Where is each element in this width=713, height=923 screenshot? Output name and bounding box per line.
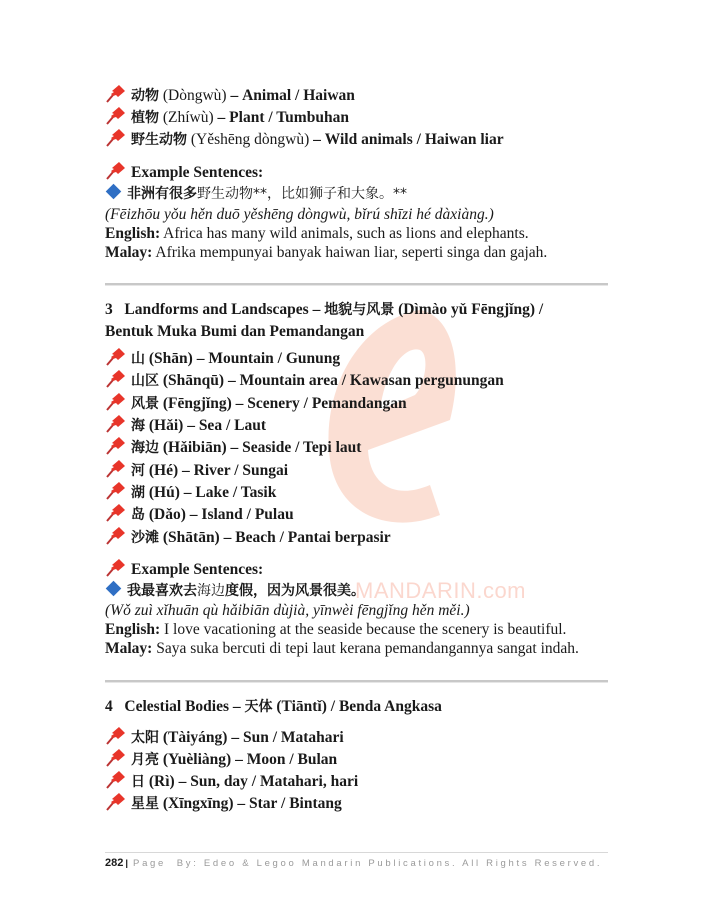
pushpin-icon	[105, 727, 125, 745]
pushpin-icon	[105, 527, 125, 545]
watermark-text: MANDARIN.com	[355, 578, 527, 603]
example-heading: Example Sentences:	[105, 559, 263, 581]
example-pinyin: (Wǒ zuì xǐhuān qù hǎibiān dùjià, yīnwèi fēngjǐng hěn měi.)	[105, 602, 470, 619]
vocab-item: 野生动物 (Yěshēng dòngwù) – Wild animals / Haiwan liar	[105, 129, 504, 151]
vocab-item: 星星 (Xīngxīng) – Star / Bintang	[105, 793, 342, 815]
page-label: Page	[133, 858, 167, 869]
footer-rule	[105, 852, 608, 853]
section-divider	[105, 283, 608, 285]
section-divider	[105, 680, 608, 682]
example-chinese: 我最喜欢去海边度假，因为风景很美。	[105, 580, 365, 602]
example-english: English: Africa has many wild animals, such as lions and elephants.	[105, 225, 529, 242]
vocab-item: 风景 (Fēngjǐng) – Scenery / Pemandangan	[105, 393, 407, 415]
example-chinese: 非洲有很多野生动物**，比如狮子和大象。**	[105, 183, 407, 205]
pushpin-icon	[105, 415, 125, 433]
vocab-item: 太阳 (Tàiyáng) – Sun / Matahari	[105, 727, 344, 749]
page-footer	[105, 857, 602, 869]
section-heading-celestial: 4 Celestial Bodies – 天体 (Tiāntǐ) / Benda Angkasa	[105, 698, 442, 715]
vocab-item: 山 (Shān) – Mountain / Gunung	[105, 348, 340, 370]
pushpin-icon	[105, 559, 125, 577]
vocab-item: 沙滩 (Shātān) – Beach / Pantai berpasir	[105, 527, 391, 549]
vocab-item: 日 (Rì) – Sun, day / Matahari, hari	[105, 771, 358, 793]
pushpin-icon	[105, 749, 125, 767]
pushpin-icon	[105, 85, 125, 103]
pushpin-icon	[105, 393, 125, 411]
example-english: English: I love vacationing at the seaside because the scenery is beautiful.	[105, 621, 567, 638]
vocab-item: 植物 (Zhíwù) – Plant / Tumbuhan	[105, 107, 349, 129]
pushpin-icon	[105, 129, 125, 147]
footer-separator: |	[125, 858, 129, 869]
pushpin-icon	[105, 370, 125, 388]
vocab-item: 河 (Hé) – River / Sungai	[105, 460, 288, 482]
pushpin-icon	[105, 107, 125, 125]
footer-credit: By: Edeo & Legoo Mandarin Publications. All Rights Reserved.	[176, 858, 603, 869]
example-malay: Malay: Afrika mempunyai banyak haiwan liar, seperti singa dan gajah.	[105, 244, 548, 261]
example-malay: Malay: Saya suka bercuti di tepi laut kerana pemandangannya sangat indah.	[105, 640, 579, 657]
page-number: 282	[105, 857, 124, 869]
pushpin-icon	[105, 482, 125, 500]
pushpin-icon	[105, 162, 125, 180]
diamond-bullet-icon	[106, 184, 122, 200]
pushpin-icon	[105, 460, 125, 478]
vocab-item: 月亮 (Yuèliàng) – Moon / Bulan	[105, 749, 337, 771]
pushpin-icon	[105, 348, 125, 366]
pushpin-icon	[105, 504, 125, 522]
vocab-item: 动物 (Dòngwù) – Animal / Haiwan	[105, 85, 355, 107]
vocab-item: 海边 (Hǎibiān) – Seaside / Tepi laut	[105, 437, 361, 459]
diamond-bullet-icon	[106, 581, 122, 597]
vocab-item: 海 (Hǎi) – Sea / Laut	[105, 415, 266, 437]
example-pinyin: (Fēizhōu yǒu hěn duō yěshēng dòngwù, bǐrú shīzi hé dàxiàng.)	[105, 206, 494, 223]
vocab-item: 岛 (Dǎo) – Island / Pulau	[105, 504, 294, 526]
example-heading: Example Sentences:	[105, 162, 263, 184]
vocab-item: 湖 (Hú) – Lake / Tasik	[105, 482, 276, 504]
pushpin-icon	[105, 771, 125, 789]
section-heading-landforms: 3 Landforms and Landscapes – 地貌与风景 (Dìmào yǔ Fēngjǐng) / Bentuk Muka Bumi dan Pemandangan	[105, 301, 544, 340]
pushpin-icon	[105, 437, 125, 455]
vocab-item: 山区 (Shānqū) – Mountain area / Kawasan pergunungan	[105, 370, 504, 392]
pushpin-icon	[105, 793, 125, 811]
